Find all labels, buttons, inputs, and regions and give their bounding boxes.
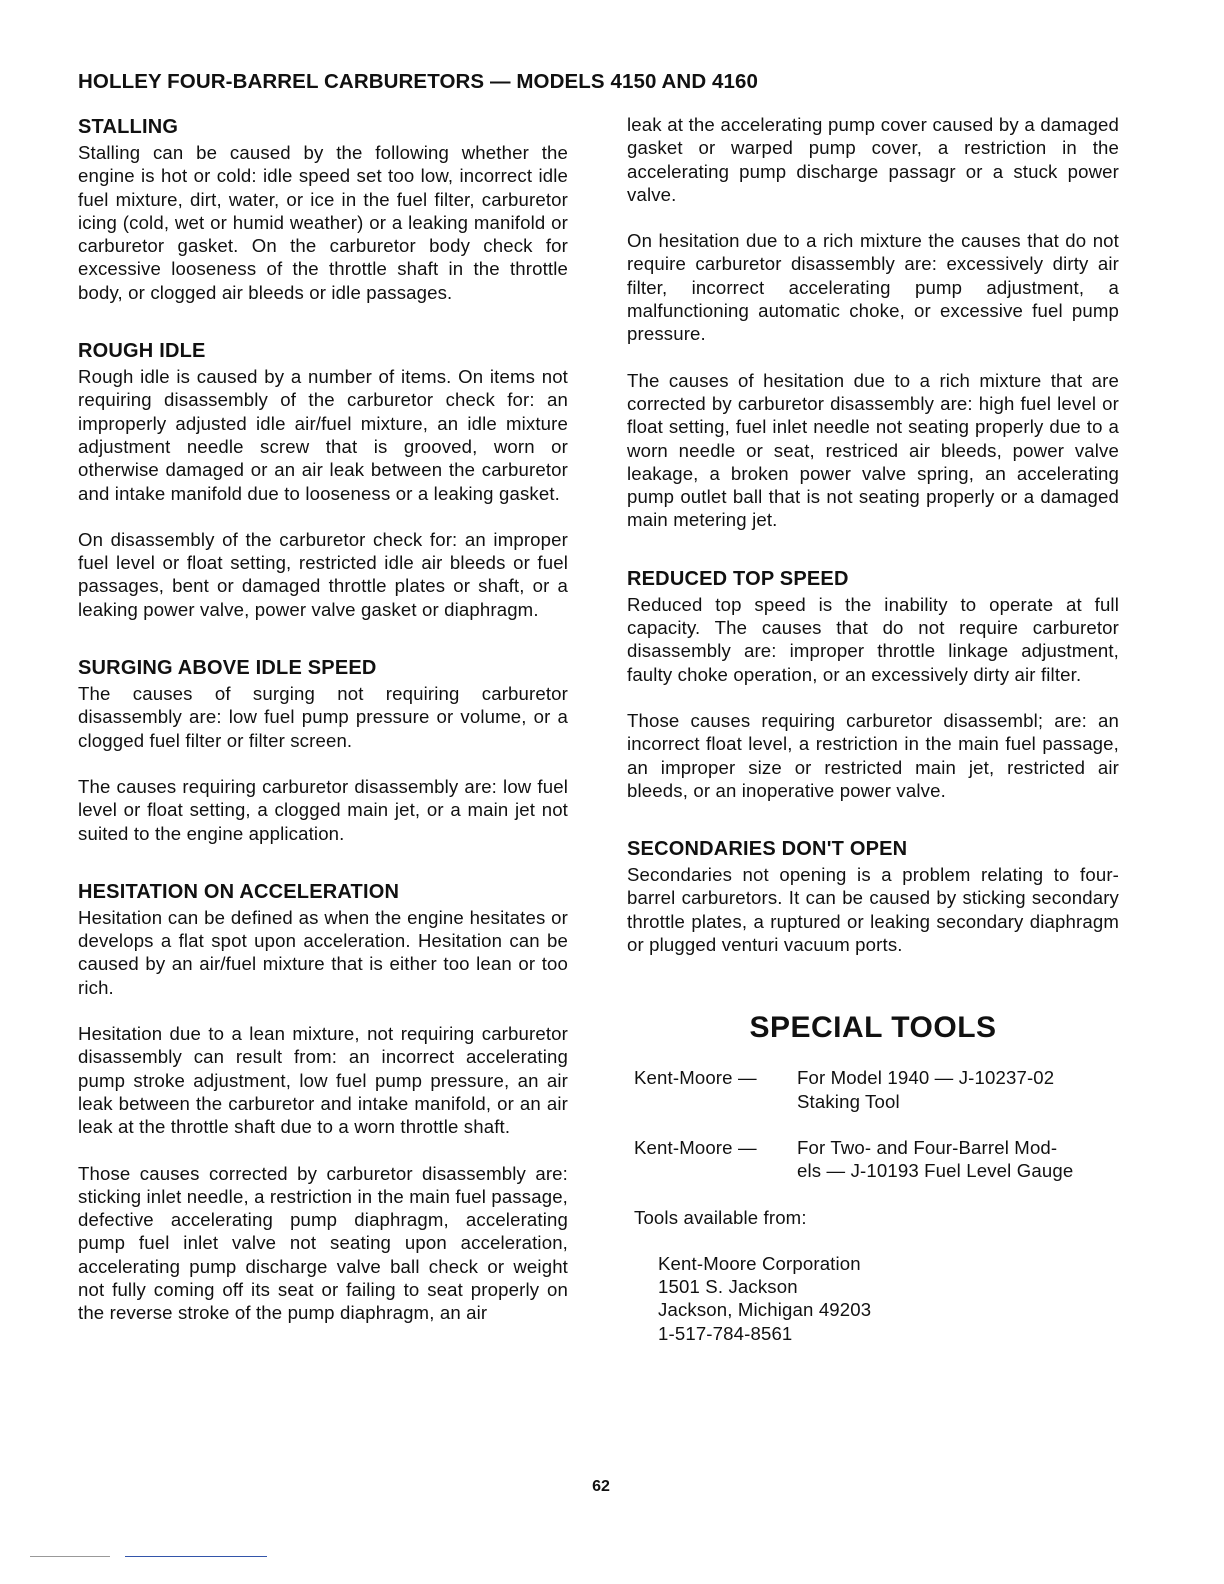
hesitation-continued-paragraph-2: On hesitation due to a rich mixture the causes that do not require carburetor disassembly are: excessively dirty air filter, incorrect accelerating pump adjustment, a malfunctioning automatic choke, or excessive fuel pump pressure. [627, 230, 1119, 345]
tool-description-line: For Model 1940 — J-10237-02 [797, 1067, 1055, 1089]
tool-entry-staking-tool [634, 1066, 1119, 1113]
heading-stalling: STALLING [78, 116, 179, 138]
heading-special-tools: SPECIAL TOOLS [749, 1011, 997, 1045]
address-name: Kent-Moore Corporation [658, 1252, 861, 1274]
tool-vendor: Kent-Moore — [634, 1067, 757, 1089]
secondaries-paragraph: Secondaries not opening is a problem relating to four-barrel carburetors. It can be caused by sticking secondary throttle plates, a ruptured or leaking secondary diaphragm or plugged venturi vacuum ports. [627, 864, 1119, 956]
tool-description-line: Staking Tool [797, 1090, 900, 1112]
tool-description [797, 1066, 1119, 1113]
heading-surging: SURGING ABOVE IDLE SPEED [78, 657, 377, 680]
tools-available-from: Tools available from: [634, 1206, 807, 1228]
rough-idle-paragraph-2: On disassembly of the carburetor check for: an improper fuel level or float setting, restricted idle air bleeds or fuel passages, bent or damaged throttle plates or shaft, or a leaking power valve, power valve gasket or diaphragm. [78, 528, 568, 620]
hesitation-continued-paragraph-3: The causes of hesitation due to a rich mixture that are corrected by carburetor disassembly are: high fuel level or float setting, fuel inlet needle not seating properly due to a worn needle or seat, restriced air bleeds, power valve leakage, a broken power valve spring, an accelerating pump outlet ball that is not seating properly or a damaged main metering jet. [627, 369, 1119, 531]
page-title: HOLLEY FOUR-BARREL CARBURETORS — MODELS 4150 AND 4160 [78, 70, 759, 93]
stalling-paragraph: Stalling can be caused by the following whether the engine is hot or cold: idle speed set too low, incorrect idle fuel mixture, dirt, water, or ice in the fuel filter, carburetor icing (cold, wet or humid weather) or a leaking manifold or carburetor gasket. On the carburetor body check for excessive looseness of the throttle shaft in the throttle body, or clogged air bleeds or idle passages. [78, 142, 568, 303]
tool-description-line: els — J-10193 Fuel Level Gauge [797, 1160, 1074, 1182]
hesitation-paragraph-2: Hesitation due to a lean mixture, not requiring carburetor disassembly can result from: an incorrect accelerating pump stroke adjustment, low fuel pump pressure, an air leak between the carburetor and intake manifold, or an air leak at the throttle shaft due to a worn throttle shaft. [78, 1023, 568, 1138]
hesitation-continued-paragraph-1: leak at the accelerating pump cover caused by a damaged gasket or warped pump cover, a restriction in the accelerating pump discharge passagr or a stuck power valve. [627, 114, 1119, 205]
address-city: Jackson, Michigan 49203 [658, 1299, 872, 1321]
tool-vendor: Kent-Moore — [634, 1136, 757, 1158]
address-street: 1501 S. Jackson [658, 1276, 798, 1298]
page-number: 62 [592, 1478, 610, 1495]
scan-artifact-dots [30, 1556, 110, 1557]
hesitation-paragraph-3: Those causes corrected by carburetor disassembly are: sticking inlet needle, a restriction in the main fuel passage, defective accelerating pump diaphragm, accelerating pump fuel inlet valve not seating upon acceleration, accelerating pump discharge valve ball check or weight not fully coming off its seat or failing to seat properly on the reverse stroke of the pump diaphragm, an air [78, 1162, 568, 1324]
tool-description-line: For Two- and Four-Barrel Mod- [797, 1136, 1058, 1158]
reduced-top-speed-paragraph-1: Reduced top speed is the inability to operate at full capacity. The causes that do not require carburetor disassembly are: improper throttle linkage adjustment, faulty choke operation, or an excessively dirty air filter. [627, 593, 1119, 685]
hesitation-paragraph-1: Hesitation can be defined as when the engine hesitates or develops a flat spot upon acceleration. Hesitation can be caused by an air/fuel mixture that is either too lean or too rich. [78, 906, 568, 998]
tool-description [797, 1136, 1119, 1183]
reduced-top-speed-paragraph-2: Those causes requiring carburetor disassembl; are: an incorrect float level, a restriction in the main fuel passage, an improper size or restricted main jet, restricted air bleeds, or an inoperative power valve. [627, 709, 1119, 801]
right-column [627, 113, 1119, 1345]
heading-secondaries: SECONDARIES DON'T OPEN [627, 838, 908, 861]
supplier-address [658, 1252, 1119, 1345]
heading-reduced-top-speed: REDUCED TOP SPEED [627, 567, 849, 590]
heading-hesitation: HESITATION ON ACCELERATION [78, 880, 400, 903]
heading-rough-idle: ROUGH IDLE [78, 340, 206, 363]
surging-paragraph-2: The causes requiring carburetor disassembly are: low fuel level or float setting, a clogged main jet, or a main jet not suited to the engine application. [78, 775, 568, 844]
address-phone: 1-517-784-8561 [658, 1322, 793, 1344]
surging-paragraph-1: The causes of surging not requiring carburetor disassembly are: low fuel pump pressure or volume, or a clogged fuel filter or filter screen. [78, 683, 568, 751]
left-column [78, 113, 568, 1325]
tool-entry-fuel-level-gauge [634, 1136, 1119, 1183]
scan-artifact-line [125, 1556, 267, 1557]
rough-idle-paragraph-1: Rough idle is caused by a number of items. On items not requiring disassembly of the carburetor check for: an improperly adjusted idle air/fuel mixture, an idle mixture adjustment needle screw that is grooved, worn or otherwise damaged or an air leak between the carburetor and intake manifold due to looseness or a leaking gasket. [78, 366, 568, 504]
